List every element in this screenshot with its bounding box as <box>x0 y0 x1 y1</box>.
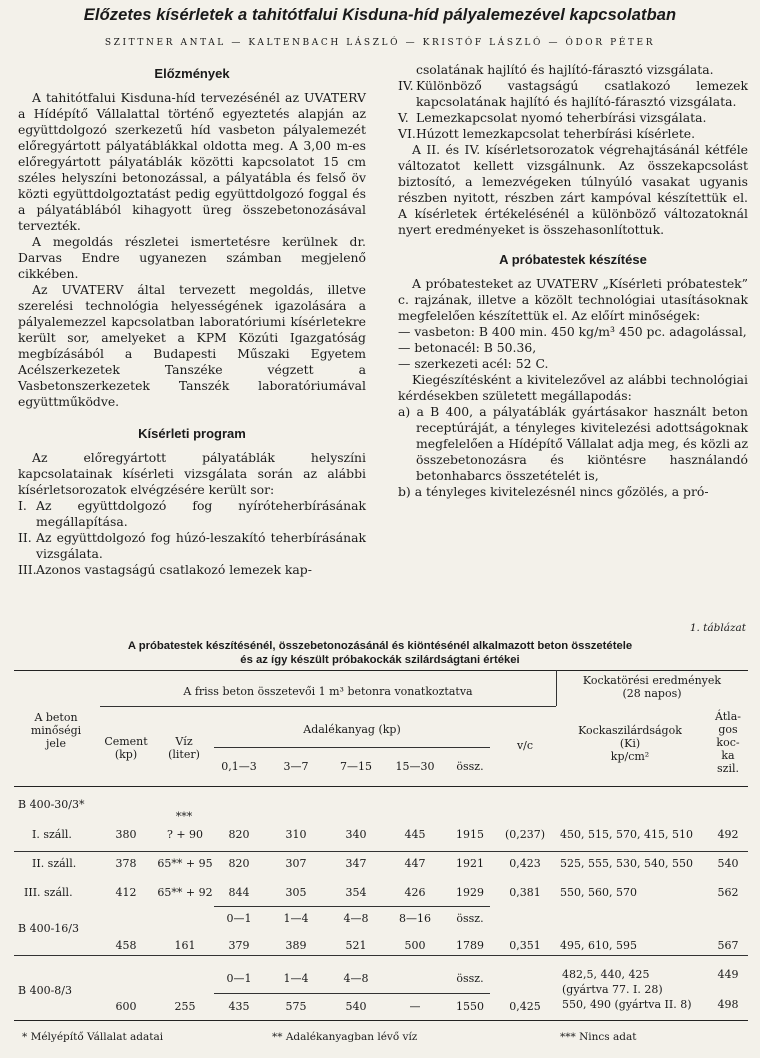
row-label: B 400-8/3 <box>18 984 72 997</box>
cell-agg: 347 <box>345 857 367 870</box>
paragraph: A megoldás részletei ismertetésre kerülnek dr. Darvas Endre ugyanezen számban megjelenő cikkében. <box>18 234 366 281</box>
table-number: 1. táblázat <box>689 622 746 634</box>
header-fraction: 1—4 <box>283 912 309 925</box>
agreement-item-a: a) a B 400, a pályatáblák gyártásakor használt beton receptúráját, a tényleges kivitelezési adottságoknak megfelelően a Hídépítő Vállalat adja meg, és közli az összebetonozásra és kiöntésre használandó betonhabarcs összetételét is, <box>398 404 748 483</box>
header-cube-results: Kockatörési eredmények <box>582 674 722 687</box>
row-label: II. száll. <box>32 857 77 870</box>
paragraph: Az UVATERV által tervezett megoldás, illetve szerelési technológia helyességének igazolására a pályalemezzel kapcsolatban laboratóriumi kísérletekre került sor, amelyeket a KPM Közúti Igazgatóság megbízásából a Budapesti Műszaki Egyetem Acélszerkezetek Tanszéke végzett a Vasbetonszerkezetek Tanszék laboratóriumával együttműködve. <box>18 282 366 409</box>
cell-agg: 447 <box>404 857 426 870</box>
cell-agg: 820 <box>228 828 250 841</box>
header-fraction: 4—8 <box>343 912 369 925</box>
cell-vc: 0,425 <box>509 1000 541 1013</box>
cell-agg: 445 <box>404 828 426 841</box>
cell-agg: 305 <box>285 886 307 899</box>
table-rule <box>214 906 490 907</box>
header-quality: jele <box>46 737 66 750</box>
table-title-line2: és az így készült próbakockák szilárdságtani értékei <box>240 654 520 666</box>
header-fraction: 7—15 <box>340 760 372 773</box>
left-column <box>18 62 366 578</box>
header-vc: v/c <box>516 739 534 752</box>
cell-cement: 378 <box>115 857 137 870</box>
header-strength: (Ki) <box>619 737 641 750</box>
cell-total: 1915 <box>456 828 484 841</box>
cell-strength-note: (gyártva 77. I. 28) <box>562 983 663 996</box>
table-title <box>0 639 760 667</box>
header-average: gos <box>718 723 738 736</box>
paragraph: Kiegészítésként a kivitelezővel az alábbi technológiai kérdésekben született megállapodás: <box>398 372 748 403</box>
cell-agg: 521 <box>345 939 367 952</box>
header-fraction: 15—30 <box>395 760 435 773</box>
cell-total: 1921 <box>456 857 484 870</box>
header-fraction-total: össz. <box>456 972 484 985</box>
header-fraction-total: össz. <box>456 912 484 925</box>
cell-agg: — <box>409 1000 421 1013</box>
cell-agg: 435 <box>228 1000 250 1013</box>
cell-average: 498 <box>717 998 739 1011</box>
cell-agg: 500 <box>404 939 426 952</box>
list-item: III. Azonos vastagságú csatlakozó lemezek kap- <box>18 562 312 577</box>
table-rule <box>14 851 748 852</box>
cell-agg: 844 <box>228 886 250 899</box>
cell-agg: 379 <box>228 939 250 952</box>
cell-agg: 340 <box>345 828 367 841</box>
header-cement: Cement <box>104 735 148 748</box>
section-heading-probatestek: A próbatestek készítése <box>499 252 647 267</box>
cell-water: 255 <box>174 1000 196 1013</box>
cell-total: 1550 <box>456 1000 484 1013</box>
table-rule <box>214 993 490 994</box>
header-fresh-concrete: A friss beton összetevői 1 m³ betonra vonatkoztatva <box>183 685 473 698</box>
cell-vc: (0,237) <box>504 828 546 841</box>
section-heading-kiserleti-program: Kísérleti program <box>138 426 246 441</box>
header-fraction: 1—4 <box>283 972 309 985</box>
header-quality: A beton <box>34 711 78 724</box>
spec-item: — szerkezeti acél: 52 C. <box>398 356 549 371</box>
cell-agg: 307 <box>285 857 307 870</box>
header-strength: Kockaszilárdságok <box>578 724 682 737</box>
cell-agg: 426 <box>404 886 426 899</box>
list-item-continued: csolatának hajlító és hajlító-fárasztó vizsgálata. <box>416 62 714 77</box>
list-item: II. Az együttdolgozó fog húzó-leszakító teherbírásának vizsgálata. <box>18 530 366 561</box>
table-title-line1: A próbatestek készítésénél, összebetonozásánál és kiöntésénél alkalmazott beton összetétele <box>127 640 633 652</box>
header-fraction: 8—16 <box>399 912 431 925</box>
cell-water: 161 <box>174 939 196 952</box>
footnote: ** Adalékanyagban lévő víz <box>272 1031 418 1043</box>
header-water-unit: (liter) <box>168 748 200 761</box>
cell-strength: 450, 515, 570, 415, 510 <box>560 828 693 841</box>
header-fraction: 0—1 <box>226 912 252 925</box>
cell-average: 567 <box>717 939 739 952</box>
cell-average: 562 <box>717 886 739 899</box>
header-average: szil. <box>717 762 739 775</box>
authors: SZITTNER ANTAL — KALTENBACH LÁSZLÓ — KRISTÓF LÁSZLÓ — ÓDOR PÉTER <box>104 38 656 48</box>
row-label: III. száll. <box>24 886 73 899</box>
cell-cement: 458 <box>115 939 137 952</box>
cell-water: 65** + 95 <box>157 857 213 870</box>
cell-average: 540 <box>717 857 739 870</box>
row-label: B 400-16/3 <box>18 922 79 935</box>
section-heading-elozmenyek: Előzmények <box>154 66 230 81</box>
cell-total: 1789 <box>456 939 484 952</box>
header-strength-unit: kp/cm² <box>610 750 650 763</box>
cell-strength: 550, 560, 570 <box>560 886 637 899</box>
cell-agg: 540 <box>345 1000 367 1013</box>
header-average: ka <box>721 749 735 762</box>
paragraph: A tahitótfalui Kisduna-híd tervezésénél az UVATERV a Hídépítő Vállalattal történő egyeztetés alapján az együttdolgozó szerkezetű híd vasbeton pályalemezét előregyártott pályatáblákkal oldotta meg. A 3,00 m-es előregyártott pályatáblák közötti kapcsolatot 15 cm széles helyszíni betonozással, a pályatábla és felső öv közti együttdolgoztatást pedig együttdolgozó foggal és a pályatáblából kihagyott üreg összebetonozásával tervezték. <box>18 90 366 233</box>
header-average: koc- <box>716 736 740 749</box>
cell-agg: 389 <box>285 939 307 952</box>
table-rule <box>100 706 556 707</box>
cell-vc: 0,423 <box>509 857 541 870</box>
spec-item: — betonacél: B 50.36, <box>398 340 537 355</box>
cell-strength: 550, 490 (gyártva II. 8) <box>562 998 692 1011</box>
header-fraction: 3—7 <box>283 760 309 773</box>
header-cement-unit: (kp) <box>114 748 138 761</box>
header-fraction: 0—1 <box>226 972 252 985</box>
header-fraction-total: össz. <box>456 760 484 773</box>
list-item: IV. Különböző vastagságú csatlakozó lemezek kapcsolatának hajlító és hajlító-fárasztó vizsgálata. <box>398 78 748 109</box>
cell-agg: 575 <box>285 1000 307 1013</box>
paragraph: A II. és IV. kísérletsorozatok végrehajtásánál kétféle változatot kellett vizsgálnunk. Az összekapcsolást biztosító, a lemezvégeken túlnyúló vasakat ugyanis részben nyitott, részben zárt kampóval készítettük el. A kísérletek értékelésénél a különböző változatoknál nyert eredményeket is összehasonlítottuk. <box>398 142 748 237</box>
header-water: Víz <box>175 735 193 748</box>
cell-average: 492 <box>717 828 739 841</box>
cell-agg: 354 <box>345 886 367 899</box>
header-fraction: 4—8 <box>343 972 369 985</box>
list-item: VI. Húzott lemezkapcsolat teherbírási kísérlete. <box>398 126 696 141</box>
cell-agg: 310 <box>285 828 307 841</box>
cell-agg: 820 <box>228 857 250 870</box>
table-rule-top <box>14 670 748 671</box>
cell-vc: 0,351 <box>509 939 541 952</box>
cell-water: 65** + 92 <box>157 886 213 899</box>
list-item: V. Lemezkapcsolat nyomó teherbírási vizsgálata. <box>398 110 707 125</box>
cell-water: ? + 90 <box>166 828 204 841</box>
spec-item: — vasbeton: B 400 min. 450 kg/m³ 450 pc. adagolással, <box>398 324 747 339</box>
list-item: I. Az együttdolgozó fog nyíróteherbírásának megállapítása. <box>18 498 366 529</box>
cell-cement: 380 <box>115 828 137 841</box>
cell-cement: 412 <box>115 886 137 899</box>
table-rule <box>214 747 490 748</box>
group-label: B 400-30/3* <box>18 798 85 811</box>
table-rule <box>14 955 748 956</box>
footnote: *** Nincs adat <box>560 1031 637 1043</box>
cell-strength: 482,5, 440, 425 <box>562 968 650 981</box>
right-column <box>398 62 748 500</box>
paragraph: Az előregyártott pályatáblák helyszíni kapcsolatainak kísérleti vizsgálata során az alábbi kísérletsorozatok elvégzésére került sor: <box>18 450 366 497</box>
paragraph: A próbatesteket az UVATERV „Kísérleti próbatestek” c. rajzának, illetve a közölt technológiai utasításoknak megfelelően készítettük el. Az előírt minőségek: <box>398 276 748 323</box>
header-cube-results-28: (28 napos) <box>622 687 682 700</box>
footnote-mark: *** <box>175 810 193 823</box>
cell-total: 1929 <box>456 886 484 899</box>
article-title: Előzetes kísérletek a tahitótfalui Kisduna-híd pályalemezével kapcsolatban <box>83 6 677 24</box>
agreement-item-b: b) a tényleges kivitelezésnél nincs gőzölés, a pró- <box>398 484 709 499</box>
cell-vc: 0,381 <box>509 886 541 899</box>
header-aggregate: Adalékanyag (kp) <box>303 723 401 736</box>
cell-strength: 495, 610, 595 <box>560 939 637 952</box>
cell-cement: 600 <box>115 1000 137 1013</box>
cell-average: 449 <box>717 968 739 981</box>
header-fraction: 0,1—3 <box>221 760 257 773</box>
table-rule-bottom <box>14 1020 748 1021</box>
table-rule <box>14 786 748 787</box>
cell-strength: 525, 555, 530, 540, 550 <box>560 857 693 870</box>
header-average: Átla- <box>715 710 741 723</box>
row-label: I. száll. <box>32 828 72 841</box>
footnote: * Mélyépítő Vállalat adatai <box>22 1031 164 1043</box>
header-quality: minőségi <box>30 724 82 737</box>
